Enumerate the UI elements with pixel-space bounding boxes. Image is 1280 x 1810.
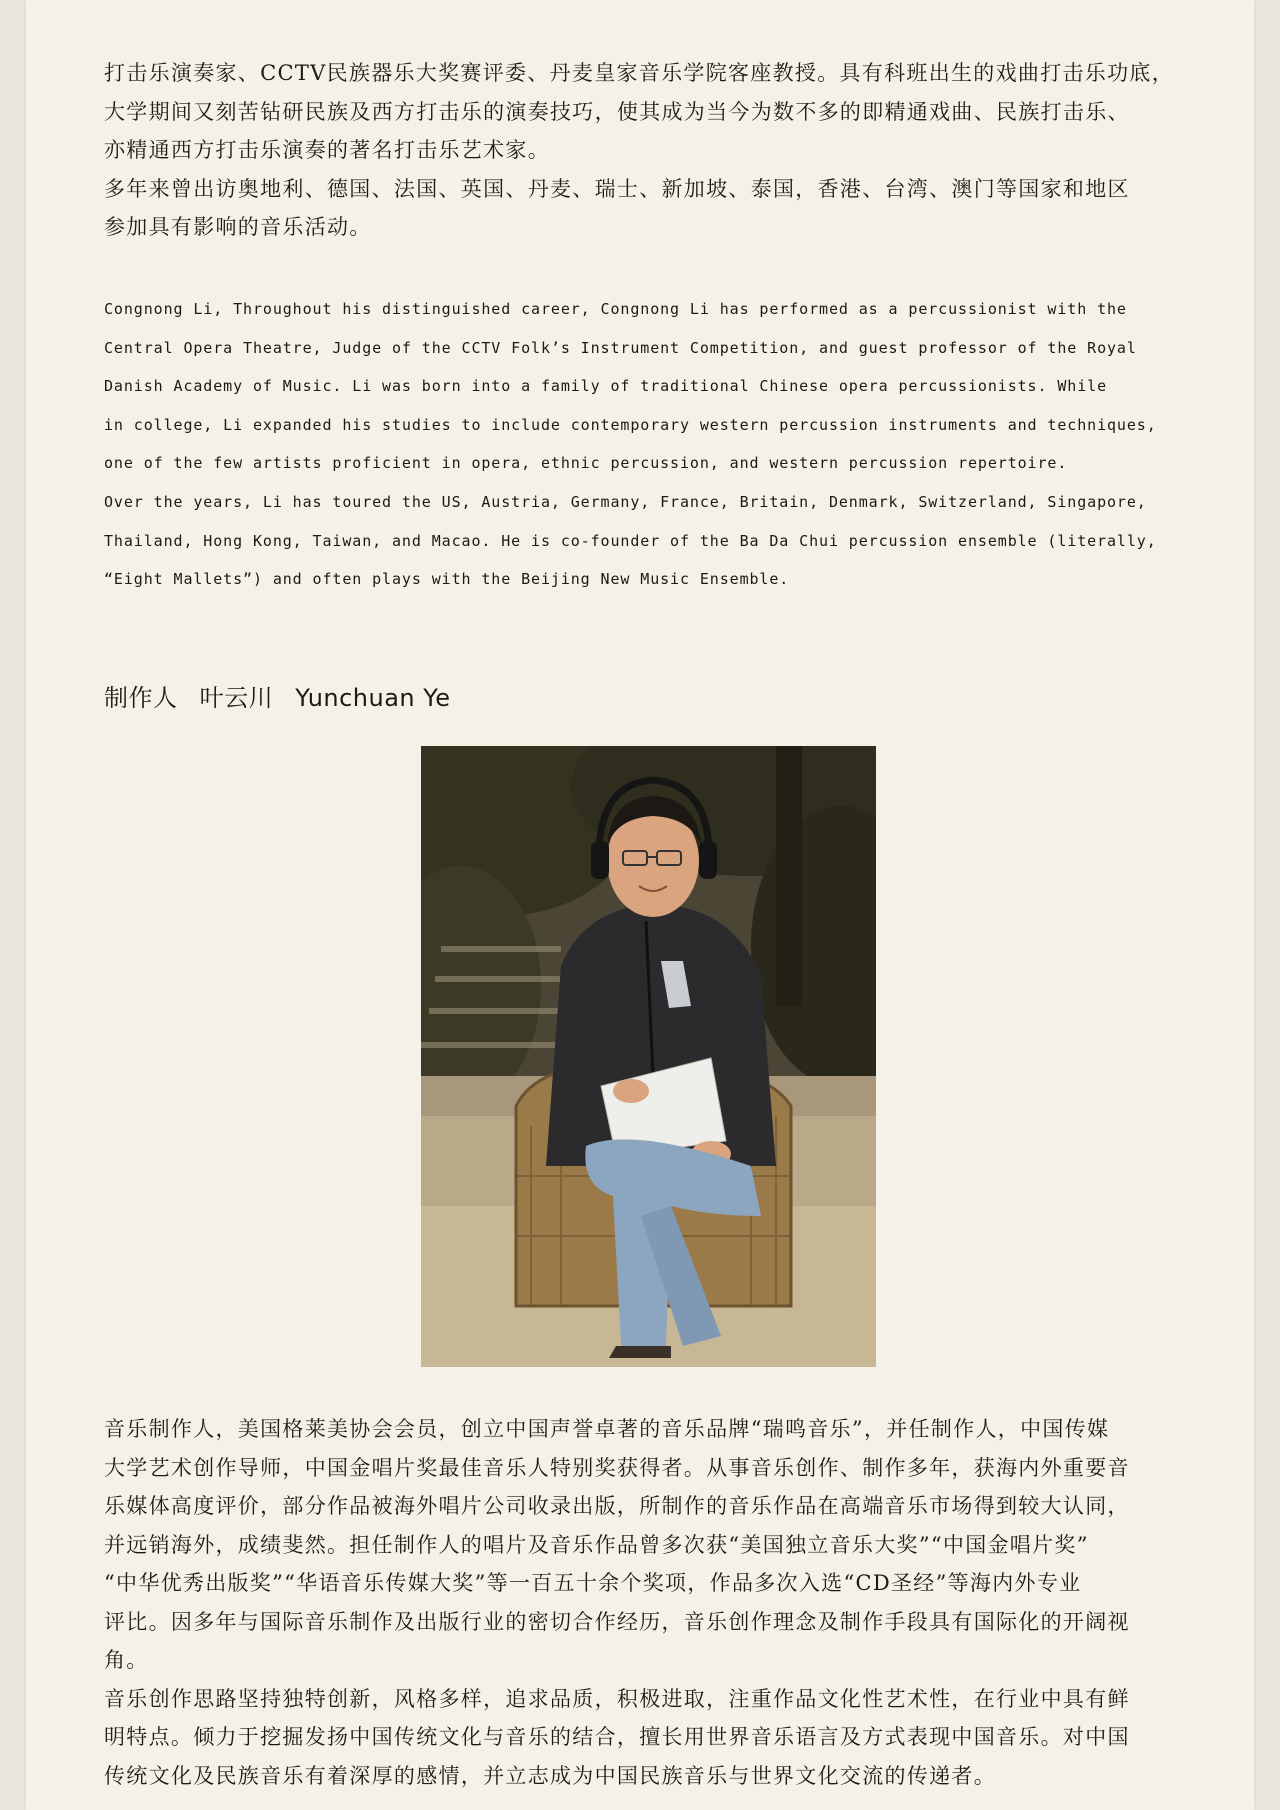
text-line: one of the few artists proficient in opera, ethnic percussion, and western percussion repertoire. — [104, 454, 1068, 473]
text-line: 明特点。倾力于挖掘发扬中国传统文化与音乐的结合，擅长用世界音乐语言及方式表现中国音乐。对中国 — [104, 1725, 1130, 1749]
text-line: 角。 — [104, 1648, 149, 1672]
producer-name-cn: 叶云川 — [199, 684, 274, 712]
text-line: 音乐创作思路坚持独特创新，风格多样，追求品质，积极进取，注重作品文化性艺术性，在行业中具有鲜 — [104, 1686, 1130, 1711]
text-line: 多年来曾出访奥地利、德国、法国、英国、丹麦、瑞士、新加坡、泰国，香港、台湾、澳门等国家和地区 — [104, 176, 1130, 201]
text-line: 大学艺术创作导师，中国金唱片奖最佳音乐人特别奖获得者。从事音乐创作、制作多年，获海内外重要音 — [104, 1455, 1130, 1480]
producer-role: 制作人 — [104, 684, 178, 712]
text-line: 传统文化及民族音乐有着深厚的感情，并立志成为中国民族音乐与世界文化交流的传递者。 — [104, 1763, 996, 1788]
text-line: 评比。因多年与国际音乐制作及出版行业的密切合作经历，音乐创作理念及制作手段具有国际化的开阔视 — [104, 1609, 1130, 1634]
text-line: Congnong Li, Throughout his distinguished career, Congnong Li has performed as a percussionist with the — [104, 300, 1127, 318]
portrait-photo-icon — [421, 746, 876, 1367]
text-line: 乐媒体高度评价，部分作品被海外唱片公司收录出版，所制作的音乐作品在高端音乐市场得到较大认同， — [104, 1494, 1130, 1518]
bio-chinese-producer — [104, 1410, 1214, 1795]
text-line: “Eight Mallets”) and often plays with the Beijing New Music Ensemble. — [104, 570, 790, 589]
text-line: 音乐制作人，美国格莱美协会会员，创立中国声誉卓著的音乐品牌“瑞鸣音乐”，并任制作人，中国传媒 — [104, 1417, 1110, 1441]
text-line: Over the years, Li has toured the US, Austria, Germany, France, Britain, Denmark, Switzerland, Singapore, — [104, 492, 1147, 511]
producer-heading — [104, 678, 465, 713]
producer-photo — [421, 746, 876, 1367]
text-line: 大学期间又刻苦钻研民族及西方打击乐的演奏技巧，使其成为当今为数不多的即精通戏曲、民族打击乐、 — [104, 99, 1130, 124]
text-line: Danish Academy of Music. Li was born into a family of traditional Chinese opera percussionists. While — [104, 377, 1108, 396]
text-line: “中华优秀出版奖”“华语音乐传媒大奖”等一百五十余个奖项，作品多次入选“CD圣经”等海内外专业 — [104, 1571, 1082, 1595]
text-line: 打击乐演奏家、CCTV民族器乐大奖赛评委、丹麦皇家音乐学院客座教授。具有科班出生的戏曲打击乐功底， — [104, 61, 1175, 85]
text-line: 并远销海外，成绩斐然。担任制作人的唱片及音乐作品曾多次获“美国独立音乐大奖”“中国金唱片奖” — [104, 1532, 1089, 1557]
text-line: Thailand, Hong Kong, Taiwan, and Macao. He is co-founder of the Ba Da Chui percussion ensemble (literally, — [104, 531, 1157, 550]
bio-chinese-percussionist — [104, 54, 1214, 247]
text-line: Central Opera Theatre, Judge of the CCTV Folk’s Instrument Competition, and guest professor of the Royal — [104, 338, 1137, 357]
bio-english-percussionist — [104, 290, 1214, 599]
text-line: in college, Li expanded his studies to include contemporary western percussion instruments and techniques, — [104, 415, 1157, 434]
producer-name-en: Yunchuan Ye — [295, 684, 451, 712]
text-line: 亦精通西方打击乐演奏的著名打击乐艺术家。 — [104, 138, 550, 162]
text-line: 参加具有影响的音乐活动。 — [104, 215, 372, 239]
